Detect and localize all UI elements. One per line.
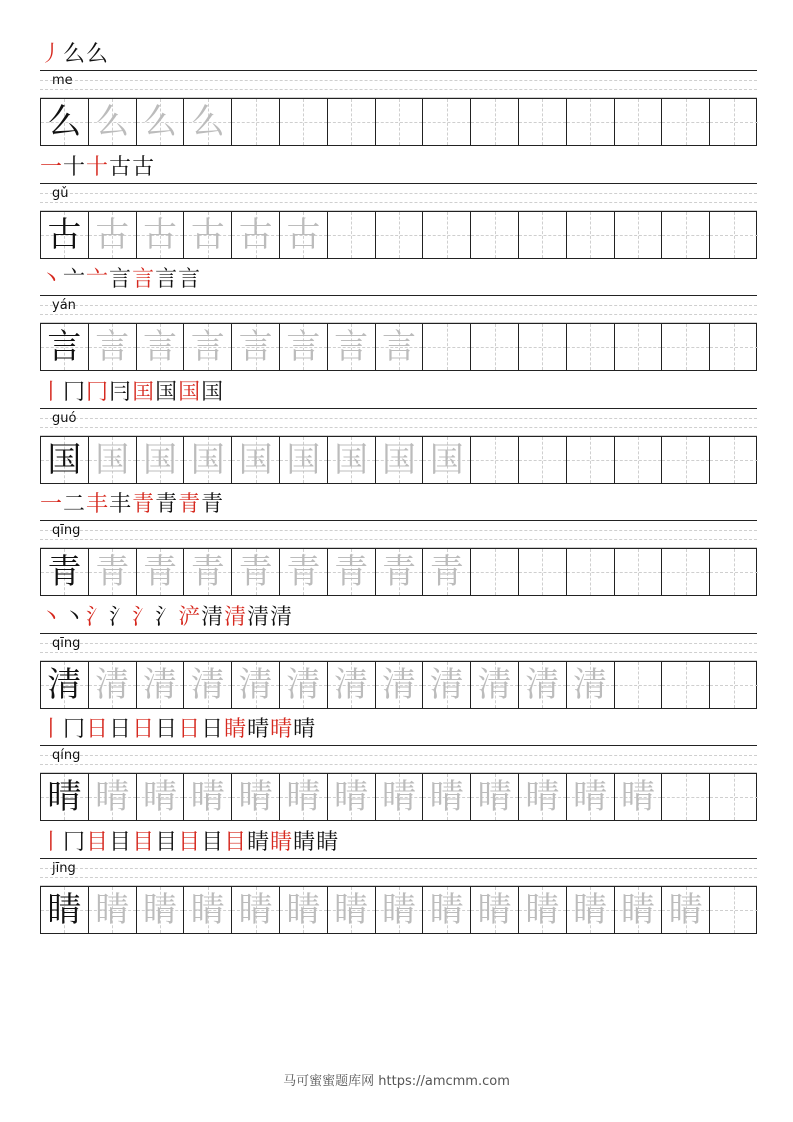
trace-character: 晴 [286,777,321,817]
trace-character: 晴 [477,777,512,817]
stroke-step: 清 [224,604,247,630]
practice-cell[interactable] [615,662,663,708]
trace-character: 睛 [381,889,416,930]
practice-cell[interactable] [662,887,710,933]
stroke-step: 古 [132,154,155,180]
trace-character: 国 [95,439,130,480]
model-cell[interactable] [41,324,89,370]
stroke-step: 古 [109,154,132,180]
practice-cell[interactable] [423,887,471,933]
pinyin-band [40,745,757,773]
stroke-step: 十 [63,154,86,180]
pinyin-band [40,295,757,323]
stroke-step: 丨 [40,829,63,855]
practice-cell[interactable] [567,212,615,258]
trace-character: 言 [334,327,369,367]
stroke-step: 么 [63,42,86,67]
stroke-step: 冂 [63,379,86,405]
practice-cell[interactable] [567,99,615,145]
practice-cell[interactable] [710,212,758,258]
stroke-step: 青 [155,492,178,517]
practice-cell[interactable] [89,662,137,708]
stroke-step: 睛 [224,717,247,742]
stroke-order [40,265,201,293]
practice-cell[interactable] [471,549,519,595]
stroke-step: 国 [178,379,201,405]
trace-character: 国 [238,439,273,480]
stroke-step: 日 [178,717,201,742]
practice-cell[interactable] [280,662,328,708]
pinyin-label: guó [52,410,77,426]
stroke-order [40,153,155,181]
practice-cell[interactable] [662,212,710,258]
trace-character: 国 [286,439,321,480]
practice-cell[interactable] [89,887,137,933]
writing-grid [40,886,757,934]
stroke-step: 氵 [109,604,132,630]
practice-cell[interactable] [89,774,137,820]
trace-character: 睛 [142,889,177,930]
practice-cell[interactable] [232,549,280,595]
stroke-step: 国 [155,379,178,405]
practice-cell[interactable] [519,549,567,595]
practice-cell[interactable] [328,549,376,595]
practice-cell[interactable] [184,324,232,370]
stroke-step: 目 [86,829,109,855]
practice-cell[interactable] [615,324,663,370]
trace-character: 国 [334,439,369,480]
stroke-step: 丶 [63,604,86,630]
pinyin-band [40,858,757,886]
practice-cell[interactable] [184,212,232,258]
stroke-step: 一 [40,492,63,517]
model-cell[interactable] [41,437,89,483]
trace-character: 青 [142,552,177,592]
practice-cell[interactable] [280,774,328,820]
trace-character: 睛 [95,889,130,930]
practice-cell[interactable] [137,774,185,820]
stroke-step: 冂 [86,379,109,405]
stroke-order [40,378,224,406]
stroke-step: 清 [270,604,293,630]
stroke-step: 清 [201,604,224,630]
stroke-order [40,40,109,68]
trace-character: 清 [525,664,560,705]
stroke-step: 日 [155,717,178,742]
practice-cell[interactable] [615,774,663,820]
stroke-step: 二 [63,492,86,517]
trace-character: 晴 [573,777,608,817]
practice-cell[interactable] [662,662,710,708]
stroke-step: 青 [178,492,201,517]
practice-cell[interactable] [519,437,567,483]
pinyin-label: gǔ [52,185,69,201]
practice-cell[interactable] [423,549,471,595]
practice-cell[interactable] [89,324,137,370]
model-cell[interactable] [41,887,89,933]
practice-cell[interactable] [471,99,519,145]
practice-cell[interactable] [662,549,710,595]
trace-character: 古 [95,214,130,255]
practice-cell[interactable] [615,99,663,145]
model-cell[interactable] [41,549,89,595]
practice-cell[interactable] [423,662,471,708]
model-cell[interactable] [41,99,89,145]
practice-cell[interactable] [710,324,758,370]
stroke-step: 言 [132,267,155,292]
trace-character: 国 [190,439,225,480]
trace-character: 晴 [525,777,560,817]
practice-cell[interactable] [89,437,137,483]
stroke-order [40,603,293,631]
practice-cell[interactable] [137,324,185,370]
stroke-step: 氵 [155,604,178,630]
stroke-step: 目 [224,829,247,855]
trace-character: 么 [95,102,130,142]
trace-character: 睛 [190,889,225,930]
trace-character: 么 [142,102,177,142]
practice-cell[interactable] [423,774,471,820]
practice-cell[interactable] [567,324,615,370]
practice-cell[interactable] [710,662,758,708]
trace-character: 睛 [573,889,608,930]
trace-character: 青 [190,552,225,592]
practice-cell[interactable] [137,212,185,258]
practice-cell[interactable] [567,549,615,595]
practice-cell[interactable] [137,99,185,145]
trace-character: 古 [142,214,177,255]
stroke-order [40,828,339,856]
practice-cell[interactable] [280,549,328,595]
model-character: 古 [47,214,82,255]
pinyin-band [40,183,757,211]
pinyin-label: yán [52,298,76,313]
stroke-step: 丶 [40,604,63,630]
trace-character: 晴 [238,777,273,817]
practice-cell[interactable] [710,549,758,595]
practice-cell[interactable] [137,662,185,708]
practice-cell[interactable] [471,324,519,370]
trace-character: 古 [190,214,225,255]
practice-cell[interactable] [89,549,137,595]
trace-character: 言 [381,327,416,367]
practice-cell[interactable] [232,887,280,933]
trace-character: 么 [190,102,225,142]
model-character: 国 [47,439,82,480]
trace-character: 国 [429,439,464,480]
trace-character: 清 [238,664,273,705]
writing-grid [40,773,757,821]
model-character: 睛 [47,889,82,930]
stroke-order [40,715,316,743]
trace-character: 睛 [668,889,703,930]
practice-cell[interactable] [328,324,376,370]
trace-character: 晴 [142,777,177,817]
practice-cell[interactable] [423,437,471,483]
practice-cell[interactable] [519,774,567,820]
stroke-step: 晴 [293,717,316,742]
practice-cell[interactable] [137,887,185,933]
stroke-step: 日 [132,717,155,742]
stroke-step: 丶 [40,267,63,292]
practice-cell[interactable] [471,662,519,708]
practice-cell[interactable] [710,774,758,820]
practice-cell[interactable] [567,774,615,820]
trace-character: 清 [286,664,321,705]
stroke-step: 丿 [40,42,63,67]
stroke-step: 冂 [63,829,86,855]
practice-cell[interactable] [376,662,424,708]
practice-cell[interactable] [471,887,519,933]
practice-cell[interactable] [471,774,519,820]
practice-cell[interactable] [471,437,519,483]
writing-grid [40,548,757,596]
stroke-step: 亠 [63,267,86,292]
writing-grid [40,211,757,259]
practice-cell[interactable] [328,662,376,708]
practice-cell[interactable] [328,774,376,820]
practice-cell[interactable] [567,437,615,483]
practice-cell[interactable] [423,324,471,370]
practice-cell[interactable] [662,324,710,370]
practice-cell[interactable] [519,212,567,258]
trace-character: 睛 [620,889,655,930]
stroke-step: 睛 [247,829,270,855]
practice-cell[interactable] [328,212,376,258]
stroke-step: 言 [178,267,201,292]
practice-cell[interactable] [328,887,376,933]
practice-cell[interactable] [232,437,280,483]
stroke-step: 一 [40,154,63,180]
practice-cell[interactable] [184,549,232,595]
practice-cell[interactable] [232,99,280,145]
stroke-step: 清 [247,604,270,630]
practice-cell[interactable] [615,437,663,483]
practice-cell[interactable] [662,99,710,145]
trace-character: 清 [573,664,608,705]
practice-cell[interactable] [280,212,328,258]
stroke-step: 丰 [109,492,132,517]
writing-grid [40,98,757,146]
stroke-step: 冃 [109,379,132,405]
trace-character: 古 [286,214,321,255]
practice-cell[interactable] [662,774,710,820]
pinyin-label: qíng [52,748,81,763]
practice-cell[interactable] [423,212,471,258]
stroke-step: 目 [155,829,178,855]
writing-grid [40,436,757,484]
practice-cell[interactable] [376,437,424,483]
trace-character: 晴 [381,777,416,817]
model-character: 清 [47,664,82,705]
trace-character: 清 [477,664,512,705]
practice-cell[interactable] [615,887,663,933]
practice-cell[interactable] [519,324,567,370]
practice-cell[interactable] [376,212,424,258]
practice-cell[interactable] [89,99,137,145]
stroke-step: 丨 [40,717,63,742]
trace-character: 青 [238,552,273,592]
model-character: 么 [47,102,82,142]
practice-cell[interactable] [184,662,232,708]
practice-cell[interactable] [89,212,137,258]
trace-character: 清 [142,664,177,705]
trace-character: 睛 [238,889,273,930]
practice-cell[interactable] [376,324,424,370]
practice-cell[interactable] [615,212,663,258]
stroke-step: 丰 [86,492,109,517]
stroke-step: 睛 [293,829,316,855]
trace-character: 青 [95,552,130,592]
stroke-step: 言 [109,267,132,292]
stroke-step: 目 [132,829,155,855]
stroke-step: 丨 [40,379,63,405]
model-cell[interactable] [41,212,89,258]
trace-character: 清 [429,664,464,705]
trace-character: 清 [190,664,225,705]
stroke-step: 目 [178,829,201,855]
stroke-step: 青 [201,492,224,517]
pinyin-label: qīng [52,635,81,651]
practice-cell[interactable] [184,887,232,933]
stroke-step: 目 [109,829,132,855]
practice-cell[interactable] [280,324,328,370]
trace-character: 睛 [286,889,321,930]
stroke-step: 目 [201,829,224,855]
stroke-step: 言 [155,267,178,292]
stroke-step: 氵 [86,604,109,630]
stroke-step: 日 [109,717,132,742]
trace-character: 睛 [525,889,560,930]
trace-character: 国 [381,439,416,480]
trace-character: 言 [95,327,130,367]
stroke-step: 日 [201,717,224,742]
trace-character: 言 [190,327,225,367]
practice-cell[interactable] [710,99,758,145]
trace-character: 晴 [95,777,130,817]
practice-cell[interactable] [280,99,328,145]
trace-character: 古 [238,214,273,255]
pinyin-band [40,408,757,436]
stroke-step: 么 [86,42,109,67]
stroke-step: 晴 [270,717,293,742]
stroke-step: 国 [201,379,224,405]
trace-character: 青 [286,552,321,592]
practice-cell[interactable] [232,774,280,820]
practice-cell[interactable] [376,549,424,595]
pinyin-band [40,633,757,661]
footer-source: 马可蜜蜜题库网 https://amcmm.com [283,1074,510,1089]
practice-cell[interactable] [376,774,424,820]
stroke-order [40,490,224,518]
practice-cell[interactable] [137,437,185,483]
trace-character: 晴 [190,777,225,817]
trace-character: 言 [142,327,177,367]
stroke-step: 冂 [63,717,86,742]
practice-cell[interactable] [615,549,663,595]
writing-grid [40,661,757,709]
practice-cell[interactable] [662,437,710,483]
practice-cell[interactable] [280,887,328,933]
stroke-step: 睛 [316,829,339,855]
practice-cell[interactable] [376,887,424,933]
stroke-step: 日 [86,717,109,742]
trace-character: 青 [429,552,464,592]
stroke-step: 囯 [132,379,155,405]
practice-cell[interactable] [232,662,280,708]
practice-cell[interactable] [423,99,471,145]
practice-cell[interactable] [567,662,615,708]
practice-cell[interactable] [519,99,567,145]
trace-character: 青 [334,552,369,592]
practice-cell[interactable] [376,99,424,145]
practice-cell[interactable] [471,212,519,258]
pinyin-label: jīng [52,860,76,876]
trace-character: 晴 [334,777,369,817]
trace-character: 睛 [334,889,369,930]
practice-cell[interactable] [328,99,376,145]
model-cell[interactable] [41,774,89,820]
practice-cell[interactable] [280,437,328,483]
pinyin-band [40,70,757,98]
pinyin-label: qīng [52,523,81,538]
practice-cell[interactable] [232,324,280,370]
practice-cell[interactable] [184,99,232,145]
practice-cell[interactable] [567,887,615,933]
trace-character: 清 [334,664,369,705]
trace-character: 青 [381,552,416,592]
trace-character: 清 [381,664,416,705]
model-character: 言 [47,327,82,367]
trace-character: 睛 [477,889,512,930]
practice-cell[interactable] [519,887,567,933]
trace-character: 言 [286,327,321,367]
practice-cell[interactable] [184,437,232,483]
trace-character: 言 [238,327,273,367]
practice-cell[interactable] [519,662,567,708]
stroke-step: 十 [86,154,109,180]
trace-character: 晴 [620,777,655,817]
stroke-step: 睛 [270,829,293,855]
stroke-step: 晴 [247,717,270,742]
practice-cell[interactable] [328,437,376,483]
trace-character: 清 [95,664,130,705]
writing-grid [40,323,757,371]
pinyin-band [40,520,757,548]
trace-character: 国 [142,439,177,480]
stroke-step: 氵 [132,604,155,630]
practice-cell[interactable] [710,887,758,933]
model-cell[interactable] [41,662,89,708]
stroke-step: 亠 [86,267,109,292]
model-character: 晴 [47,777,82,817]
practice-cell[interactable] [137,549,185,595]
trace-character: 睛 [429,889,464,930]
practice-cell[interactable] [184,774,232,820]
practice-cell[interactable] [710,437,758,483]
stroke-step: 青 [132,492,155,517]
stroke-step: 浐 [178,604,201,630]
trace-character: 晴 [429,777,464,817]
model-character: 青 [47,552,82,592]
pinyin-label: me [52,73,73,88]
practice-cell[interactable] [232,212,280,258]
